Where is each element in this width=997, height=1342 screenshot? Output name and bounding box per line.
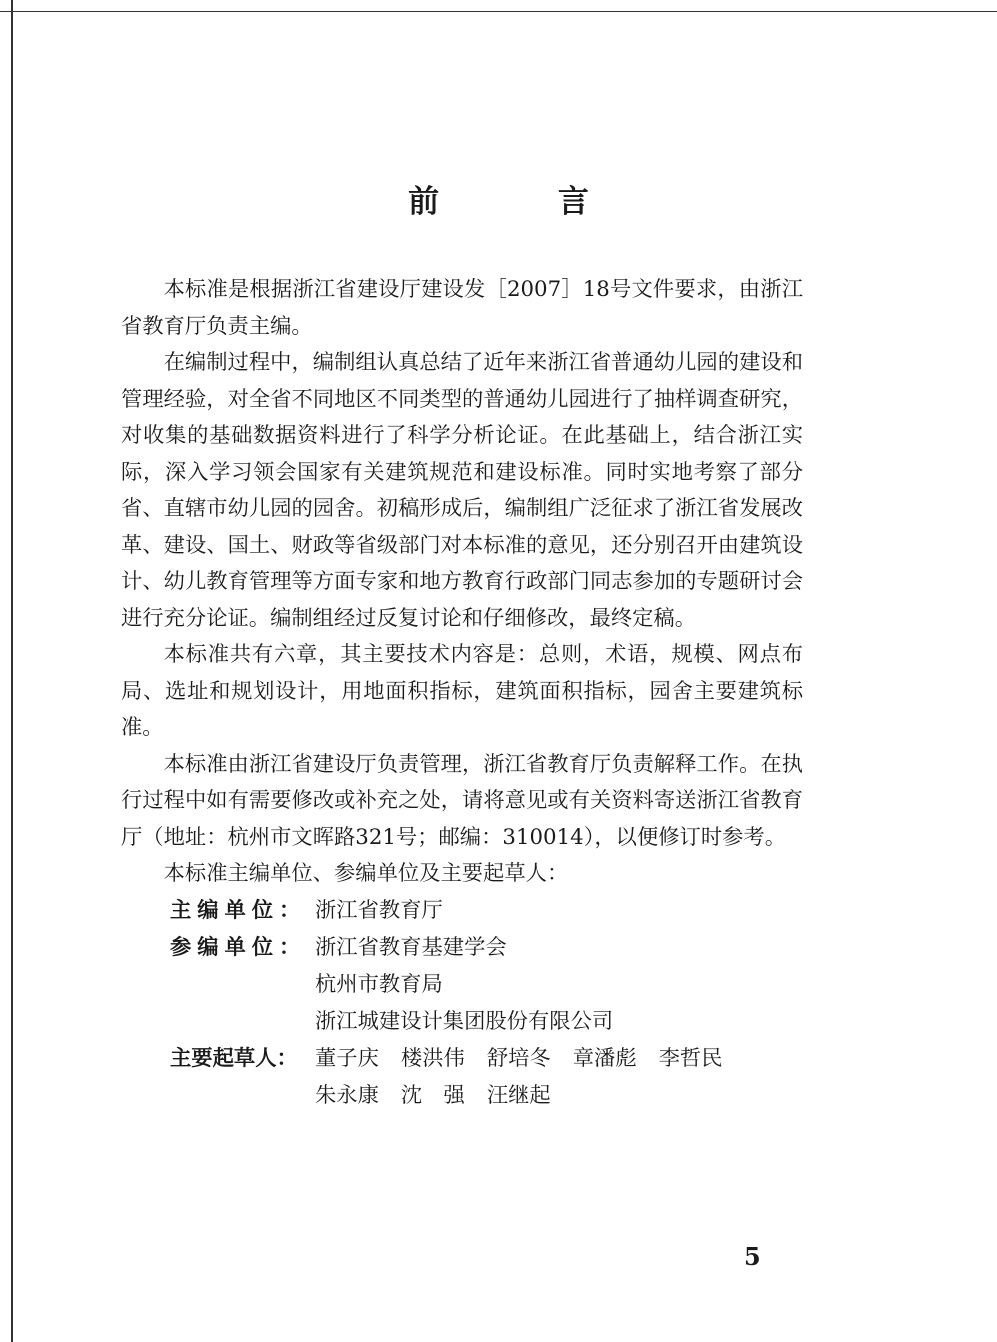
paragraph-2: 在编制过程中，编制组认真总结了近年来浙江省普通幼儿园的建设和管理经验，对全省不同地区不同类型的普通幼儿园进行了抽样调查研究，对收集的基础数据资料进行了科学分析论证。在此基础上，结合浙江实际，深入学习领会国家有关建筑规范和建设标准。同时实地考察了部分省、直辖市幼儿园的园舍。初稿形成后，编制组广泛征求了浙江省发展改革、建设、国土、财政等省级部门对本标准的意见，还分别召开由建筑设计、幼儿教育管理等方面专家和地方教育行政部门同志参加的专题研讨会进行充分论证。编制组经过反复讨论和仔细修改，最终定稿。 — [121, 350, 803, 631]
drafter-name: 楼洪伟 — [400, 1045, 465, 1071]
top-border-line — [0, 11, 997, 12]
chief-unit-row — [121, 893, 803, 930]
drafter-name: 舒培冬 — [486, 1045, 551, 1071]
participating-unit-row-2 — [121, 967, 803, 1004]
drafter-name: 李哲民 — [658, 1045, 723, 1071]
participating-unit-row-1 — [121, 930, 803, 967]
page-title: 前 言 — [408, 184, 643, 220]
document-body — [121, 272, 803, 1115]
drafters-names-2 — [315, 1078, 573, 1115]
drafter-name: 汪继起 — [486, 1082, 551, 1108]
participating-unit-2: 杭州市教育局 — [315, 971, 443, 997]
paragraph-1: 本标准是根据浙江省建设厅建设发［2007］18号文件要求，由浙江省教育厅负责主编。 — [121, 277, 803, 339]
chief-unit-label: 主编单位： — [170, 897, 307, 923]
participating-unit-row-3 — [121, 1004, 803, 1041]
drafters-names-1 — [315, 1041, 745, 1078]
page-number: 5 — [744, 1242, 761, 1271]
paragraph-3: 本标准共有六章，其主要技术内容是：总则，术语，规模、网点布局、选址和规划设计，用地面积指标，建筑面积指标，园舍主要建筑标准。 — [121, 642, 803, 740]
participating-unit-label: 参编单位： — [170, 934, 307, 960]
participating-unit-1: 浙江省教育基建学会 — [315, 934, 507, 960]
paragraph-4: 本标准由浙江省建设厅负责管理，浙江省教育厅负责解释工作。在执行过程中如有需要修改或补充之处，请将意见或有关资料寄送浙江省教育厅（地址：杭州市文晖路321号；邮编：310014），以便修订时参考。 — [121, 751, 803, 850]
drafters-row-1 — [121, 1041, 803, 1078]
drafters-row-2 — [121, 1078, 803, 1115]
drafter-name: 沈 强 — [400, 1082, 465, 1108]
paragraph-5: 本标准主编单位、参编单位及主要起草人： — [163, 861, 569, 886]
drafter-name: 章潘彪 — [572, 1045, 637, 1071]
drafter-name: 朱永康 — [315, 1082, 379, 1108]
drafters-label: 主要起草人： — [170, 1045, 298, 1071]
chief-unit-value: 浙江省教育厅 — [315, 897, 443, 923]
participating-unit-3: 浙江城建设计集团股份有限公司 — [315, 1008, 614, 1034]
drafter-name: 董子庆 — [315, 1045, 379, 1071]
